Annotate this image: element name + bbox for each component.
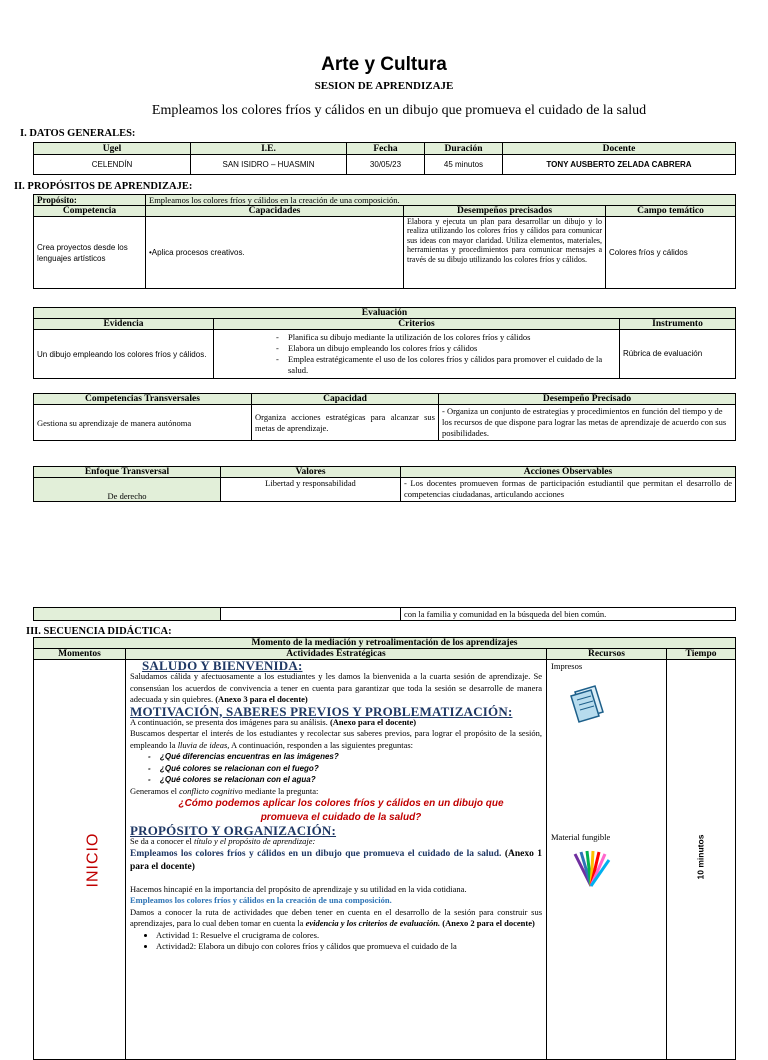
p-prop-italic: título y el propósito de aprendizaje: (193, 836, 316, 846)
pregunta-central: ¿Cómo podemos aplicar los colores fríos y cálidos en un dibujo que promueva el cuidado de la salud? (178, 798, 504, 823)
actividad-item: • Actividad2: Elabora un dibujo con colores fríos y cálidos que promueva el cuidado de la (156, 941, 542, 953)
p-motiv2-text: Buscamos despertar el interés de los estudiantes y recolectar sus saberes previos, para lograr el propósito de la sesión, empleando la (130, 728, 542, 750)
prop-title: Empleamos los colores fríos y cálidos en un dibujo que promueva el cuidado de la salud. (130, 848, 502, 859)
value-docente: TONY AUSBERTO ZELADA CABRERA (503, 155, 736, 175)
resource-material-fungible: Material fungible (551, 832, 611, 842)
prop-blue: Empleamos los colores fríos y cálidos en la creación de una composición. (130, 895, 392, 905)
criterios-cell (214, 330, 620, 379)
transversales-table (33, 393, 736, 441)
p-ruta-anexo: (Anexo 2 para el docente) (442, 918, 535, 928)
h-motivacion: MOTIVACIÓN, SABERES PREVIOS Y PROBLEMATIZACIÓN: (130, 703, 513, 719)
p-hincapie: Hacemos hincapié en la importancia del propósito de aprendizaje y su utilidad en la vida cotidiana. (130, 883, 467, 894)
proposito-label: Propósito: (34, 195, 146, 206)
value-fecha: 30/05/23 (347, 155, 425, 175)
acciones-cont-cell: con la familia y comunidad en la búsqueda del bien común. (401, 608, 736, 621)
p-prop-a: Se da a conocer el (130, 836, 192, 846)
resource-impresos: Impresos (551, 661, 583, 671)
h-proposito: PROPÓSITO Y ORGANIZACIÓN: (130, 823, 337, 838)
p-saludo (130, 671, 542, 706)
evaluacion-table (33, 307, 736, 379)
recursos-cell (547, 660, 667, 1060)
header-desempenos: Desempeños precisados (404, 206, 606, 217)
header-tiempo: Tiempo (667, 649, 736, 660)
header-momentos: Momentos (34, 649, 126, 660)
header-enfoque: Enfoque Transversal (34, 467, 221, 478)
session-title: Empleamos los colores fríos y cálidos en un dibujo que promueva el cuidado de la salud (151, 103, 647, 118)
tiempo-value: 10 minutos (695, 834, 706, 880)
section-2-label: II. PROPÓSITOS DE APRENDIZAJE: (14, 181, 193, 192)
valores-cont-cell (221, 608, 401, 621)
section-3-label: III. SECUENCIA DIDÁCTICA: (26, 626, 172, 637)
header-comp-transversales: Competencias Transversales (34, 394, 252, 405)
p-saludo-text: Saludamos cálida y afectuosamente a los estudiantes y les damos la bienvenida a la cuarta sesión de aprendizaje. Se consensúan los acuerdos de convivencia a tener en cuenta para garantizar que toda la sesión se desarrolle de manera adecuada y sin quiebres. (130, 671, 542, 704)
header-recursos: Recursos (547, 649, 667, 660)
header-instrumento: Instrumento (620, 319, 736, 330)
enfoque-table (33, 466, 736, 502)
criterio-item: - Emplea estratégicamente el uso de los colores fríos y cálidos para promover el cuidado de la salud. (274, 354, 616, 376)
header-acciones: Acciones Observables (401, 467, 736, 478)
instrumento-cell: Rúbrica de evaluación (620, 330, 736, 379)
header-duracion: Duración (425, 143, 503, 155)
actividades-cell (126, 660, 547, 1060)
valores-cell: Libertad y responsabilidad (221, 478, 401, 502)
p-motiv2-end: A continuación, responden a las siguientes preguntas: (231, 739, 414, 750)
desempeno-transversal-cell: - Organiza un conjunto de estrategias y procedimientos en función del tiempo y de los recursos de que dispone para lograr las metas de aprendizaje de acuerdo con sus posibilidades. (439, 405, 736, 441)
value-ugel: CELENDÍN (34, 155, 191, 175)
p-conflicto-a: Generamos el (130, 785, 177, 796)
pregunta-item: - ¿Qué colores se relacionan con el fuego? (146, 763, 542, 775)
header-docente: Docente (503, 143, 736, 155)
propositos-table (33, 194, 736, 289)
acciones-cell: - Los docentes promueven formas de participación estudiantil que permitan el desarrollo de competencias ciudadanas, articulando acciones (401, 478, 736, 502)
header-fecha: Fecha (347, 143, 425, 155)
h-saludo: SALUDO Y BIENVENIDA: (142, 659, 303, 673)
capacidad-cell: •Aplica procesos creativos. (146, 217, 404, 289)
markers-icon (571, 848, 611, 890)
preguntas-list (146, 751, 542, 786)
header-competencia: Competencia (34, 206, 146, 217)
header-campo: Campo temático (606, 206, 736, 217)
criterio-item: - Planifica su dibujo mediante la utilización de los colores fríos y cálidos (274, 332, 616, 343)
p-motiv2 (130, 728, 542, 751)
p-saludo-anexo: (Anexo 3 para el docente) (215, 694, 308, 704)
enfoque-cell: De derecho (34, 478, 221, 502)
p-motiv2-italic: lluvia de ideas, (177, 739, 230, 750)
p-conflicto (130, 786, 542, 798)
p-prop (130, 836, 542, 848)
header-criterios: Criterios (214, 319, 620, 330)
moment-cell (34, 660, 126, 1060)
criterio-item: - Elabora un dibujo empleando los colores fríos y cálidos (274, 343, 616, 354)
p-ruta-italic: evidencia y los criterios de evaluación. (305, 918, 441, 928)
p-motiv1-anexo: (Anexo para el docente) (329, 716, 417, 727)
header-capacidades: Capacidades (146, 206, 404, 217)
proposito-value: Empleamos los colores fríos y cálidos en la creación de una composición. (146, 195, 736, 206)
header-ugel: Ugel (34, 143, 191, 155)
tiempo-cell (667, 660, 736, 1060)
comp-transversal-cell: Gestiona su aprendizaje de manera autónoma (34, 405, 252, 441)
moment-inicio: INICIO (84, 832, 102, 888)
desempeno-cell: Elabora y ejecuta un plan para desarrollar un dibujo y lo realiza utilizando los colores fríos y cálidos para comunicar sus ideas con mayor claridad. Utiliza elementos, materiales, herramientas y procedimientos para comunicar mensajes a través de su dibujo utilizando los colores fríos y cálidos. (404, 217, 606, 289)
evidencia-cell: Un dibujo empleando los colores fríos y cálidos. (34, 330, 214, 379)
value-duracion: 45 minutos (425, 155, 503, 175)
header-valores: Valores (221, 467, 401, 478)
competencia-cell: Crea proyectos desde los lenguajes artísticos (34, 217, 146, 289)
pregunta-item: - ¿Qué diferencias encuentras en las imágenes? (146, 751, 542, 763)
p-ruta-a: Damos a conocer la ruta de actividades que deben tener en cuenta en el desarrollo de la sesión para construir sus aprendizajes, para lo cual deben tomar en cuenta la (130, 906, 542, 928)
header-desempeno-precisado: Desempeño Precisado (439, 394, 736, 405)
actividades-list (130, 930, 542, 953)
page-subtitle: SESION DE APRENDIZAJE (314, 80, 454, 92)
prop-anexo: (Anexo 1 para el docente) (130, 848, 542, 872)
moment-title: Momento de la mediación y retroalimentación de los aprendizajes (34, 638, 736, 649)
evaluacion-title: Evaluación (34, 308, 736, 319)
capacidad-transversal-cell: Organiza acciones estratégicas para alcanzar sus metas de aprendizaje. (252, 405, 439, 441)
value-ie: SAN ISIDRO – HUASMIN (191, 155, 347, 175)
actividad-item: • Actividad 1: Resuelve el crucigrama de colores. (156, 930, 542, 942)
p-conflicto-b: mediante la pregunta: (244, 785, 319, 796)
p-motiv1-text: A continuación, se presenta dos imágenes para su análisis. (130, 716, 328, 727)
p-conflicto-italic: conflicto cognitivo (179, 785, 243, 796)
section-1-label: I. DATOS GENERALES: (20, 128, 136, 139)
header-evidencia: Evidencia (34, 319, 214, 330)
page-title: Arte y Cultura (321, 54, 447, 75)
campo-cell: Colores fríos y cálidos (606, 217, 736, 289)
p-ruta (130, 907, 542, 930)
header-actividades: Actividades Estratégicas (126, 649, 547, 660)
enfoque-cont-cell (34, 608, 221, 621)
header-ie: I.E. (191, 143, 347, 155)
pregunta-item: - ¿Qué colores se relacionan con el agua? (146, 774, 542, 786)
prop-title-line (130, 848, 542, 874)
header-capacidad: Capacidad (252, 394, 439, 405)
documents-icon (567, 682, 609, 726)
datos-generales-table (33, 142, 736, 175)
secuencia-table (33, 637, 736, 1060)
enfoque-continuation-table (33, 607, 736, 621)
